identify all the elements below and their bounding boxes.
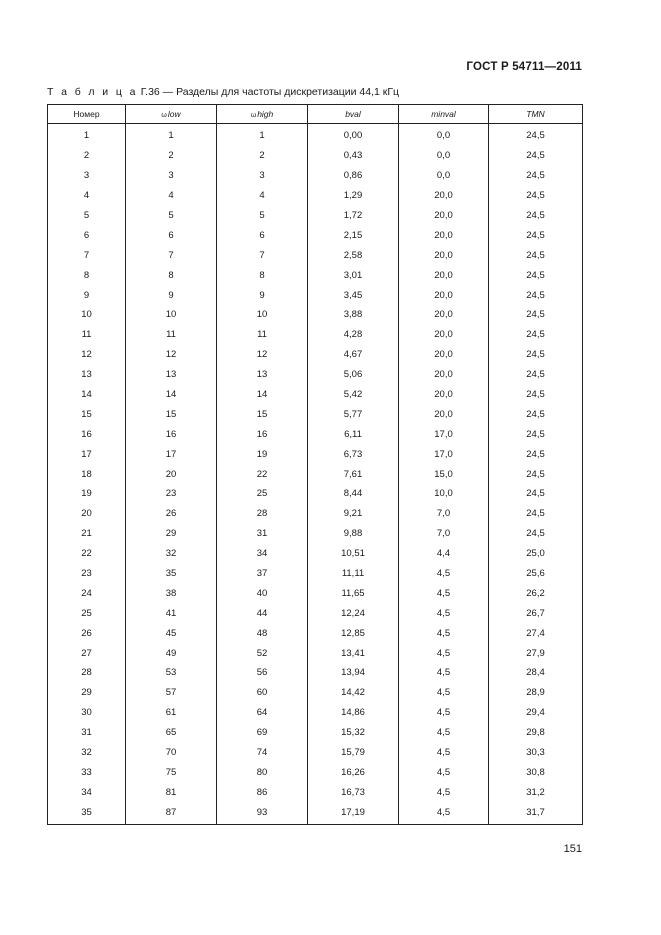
cell-omega-high: 4: [217, 186, 308, 206]
cell-omega-low: 7: [126, 245, 217, 265]
cell-omega-high: 16: [217, 424, 308, 444]
cell-omega-high: 48: [217, 623, 308, 643]
cell-omega-low: 11: [126, 325, 217, 345]
cell-tmn: 24,5: [489, 524, 583, 544]
cell-omega-low: 23: [126, 484, 217, 504]
cell-omega-low: 32: [126, 544, 217, 564]
cell-omega-low: 1: [126, 124, 217, 146]
cell-bval: 9,88: [308, 524, 399, 544]
cell-number: 12: [48, 345, 126, 365]
cell-tmn: 25,6: [489, 564, 583, 584]
column-header-omega-low: ωlow: [126, 105, 217, 124]
cell-number: 9: [48, 285, 126, 305]
cell-tmn: 24,5: [489, 124, 583, 146]
cell-omega-low: 81: [126, 782, 217, 802]
cell-omega-low: 15: [126, 404, 217, 424]
cell-minval: 20,0: [399, 186, 489, 206]
cell-bval: 4,28: [308, 325, 399, 345]
cell-omega-low: 2: [126, 146, 217, 166]
table-row: [48, 723, 583, 743]
cell-bval: 16,73: [308, 782, 399, 802]
cell-number: 30: [48, 703, 126, 723]
cell-tmn: 24,5: [489, 404, 583, 424]
table-row: [48, 305, 583, 325]
table-row: [48, 603, 583, 623]
cell-omega-high: 28: [217, 504, 308, 524]
cell-bval: 11,65: [308, 583, 399, 603]
cell-number: 33: [48, 763, 126, 783]
cell-minval: 4,5: [399, 723, 489, 743]
cell-number: 3: [48, 166, 126, 186]
cell-omega-high: 5: [217, 206, 308, 226]
table-row: [48, 683, 583, 703]
cell-bval: 13,94: [308, 663, 399, 683]
cell-number: 16: [48, 424, 126, 444]
cell-omega-low: 6: [126, 225, 217, 245]
table-row: [48, 146, 583, 166]
cell-omega-low: 65: [126, 723, 217, 743]
cell-bval: 3,01: [308, 265, 399, 285]
cell-tmn: 31,7: [489, 802, 583, 824]
cell-tmn: 24,5: [489, 325, 583, 345]
cell-minval: 20,0: [399, 285, 489, 305]
cell-bval: 11,11: [308, 564, 399, 584]
cell-bval: 1,29: [308, 186, 399, 206]
cell-number: 2: [48, 146, 126, 166]
cell-minval: 4,5: [399, 583, 489, 603]
table-caption-text: Г.36 — Разделы для частоты дискретизации 44,1 кГц: [137, 86, 400, 98]
cell-minval: 20,0: [399, 245, 489, 265]
cell-tmn: 24,5: [489, 305, 583, 325]
cell-bval: 13,41: [308, 643, 399, 663]
cell-minval: 20,0: [399, 305, 489, 325]
cell-tmn: 24,5: [489, 444, 583, 464]
table-row: [48, 782, 583, 802]
cell-tmn: 24,5: [489, 245, 583, 265]
cell-bval: 5,06: [308, 365, 399, 385]
cell-omega-high: 8: [217, 265, 308, 285]
cell-number: 13: [48, 365, 126, 385]
cell-minval: 0,0: [399, 124, 489, 146]
cell-omega-high: 52: [217, 643, 308, 663]
cell-number: 8: [48, 265, 126, 285]
cell-omega-high: 9: [217, 285, 308, 305]
table-body: [48, 124, 583, 825]
table-row: [48, 663, 583, 683]
cell-tmn: 29,8: [489, 723, 583, 743]
cell-minval: 20,0: [399, 206, 489, 226]
cell-number: 26: [48, 623, 126, 643]
cell-omega-low: 45: [126, 623, 217, 643]
cell-bval: 10,51: [308, 544, 399, 564]
column-header-bval: bval: [308, 105, 399, 124]
cell-omega-low: 5: [126, 206, 217, 226]
cell-omega-high: 15: [217, 404, 308, 424]
column-header-omega-high: ωhigh: [217, 105, 308, 124]
cell-tmn: 24,5: [489, 166, 583, 186]
cell-tmn: 27,9: [489, 643, 583, 663]
cell-omega-low: 75: [126, 763, 217, 783]
cell-omega-high: 44: [217, 603, 308, 623]
table-row: [48, 345, 583, 365]
cell-tmn: 24,5: [489, 424, 583, 444]
cell-bval: 6,73: [308, 444, 399, 464]
cell-bval: 2,58: [308, 245, 399, 265]
cell-omega-low: 35: [126, 564, 217, 584]
cell-omega-high: 40: [217, 583, 308, 603]
cell-omega-low: 17: [126, 444, 217, 464]
cell-number: 1: [48, 124, 126, 146]
cell-bval: 4,67: [308, 345, 399, 365]
cell-minval: 20,0: [399, 365, 489, 385]
cell-omega-low: 16: [126, 424, 217, 444]
cell-number: 34: [48, 782, 126, 802]
cell-minval: 0,0: [399, 146, 489, 166]
cell-omega-low: 57: [126, 683, 217, 703]
cell-omega-low: 38: [126, 583, 217, 603]
table-row: [48, 623, 583, 643]
cell-bval: 0,43: [308, 146, 399, 166]
cell-omega-low: 8: [126, 265, 217, 285]
cell-omega-low: 87: [126, 802, 217, 824]
cell-omega-high: 2: [217, 146, 308, 166]
table-row: [48, 444, 583, 464]
cell-omega-high: 64: [217, 703, 308, 723]
table-row: [48, 245, 583, 265]
cell-tmn: 28,4: [489, 663, 583, 683]
cell-bval: 0,86: [308, 166, 399, 186]
cell-omega-high: 19: [217, 444, 308, 464]
cell-tmn: 24,5: [489, 484, 583, 504]
cell-omega-low: 20: [126, 464, 217, 484]
table-row: [48, 743, 583, 763]
cell-omega-high: 74: [217, 743, 308, 763]
cell-omega-high: 6: [217, 225, 308, 245]
cell-omega-high: 25: [217, 484, 308, 504]
cell-bval: 14,42: [308, 683, 399, 703]
document-standard-header: ГОСТ Р 54711—2011: [466, 61, 582, 73]
cell-omega-high: 93: [217, 802, 308, 824]
cell-omega-low: 12: [126, 345, 217, 365]
cell-omega-low: 10: [126, 305, 217, 325]
table-row: [48, 763, 583, 783]
cell-minval: 4,5: [399, 603, 489, 623]
cell-number: 15: [48, 404, 126, 424]
table-row: [48, 385, 583, 405]
table-row: [48, 225, 583, 245]
cell-number: 18: [48, 464, 126, 484]
cell-minval: 4,5: [399, 683, 489, 703]
table-row: [48, 802, 583, 824]
cell-minval: 4,5: [399, 763, 489, 783]
cell-minval: 7,0: [399, 524, 489, 544]
cell-omega-high: 10: [217, 305, 308, 325]
cell-number: 5: [48, 206, 126, 226]
cell-number: 32: [48, 743, 126, 763]
cell-omega-low: 41: [126, 603, 217, 623]
cell-number: 20: [48, 504, 126, 524]
cell-minval: 4,5: [399, 782, 489, 802]
table-row: [48, 365, 583, 385]
cell-omega-high: 60: [217, 683, 308, 703]
cell-bval: 3,88: [308, 305, 399, 325]
cell-tmn: 24,5: [489, 345, 583, 365]
cell-bval: 14,86: [308, 703, 399, 723]
table-row: [48, 583, 583, 603]
cell-tmn: 24,5: [489, 285, 583, 305]
table-caption-prefix: Т а б л и ц а: [47, 86, 138, 98]
cell-tmn: 25,0: [489, 544, 583, 564]
cell-bval: 9,21: [308, 504, 399, 524]
table-row: [48, 166, 583, 186]
cell-minval: 7,0: [399, 504, 489, 524]
cell-omega-high: 69: [217, 723, 308, 743]
cell-number: 4: [48, 186, 126, 206]
cell-omega-high: 1: [217, 124, 308, 146]
cell-tmn: 28,9: [489, 683, 583, 703]
cell-bval: 0,00: [308, 124, 399, 146]
cell-omega-high: 22: [217, 464, 308, 484]
table-row: [48, 564, 583, 584]
table-row: [48, 703, 583, 723]
cell-tmn: 24,5: [489, 464, 583, 484]
cell-tmn: 24,5: [489, 225, 583, 245]
cell-omega-low: 29: [126, 524, 217, 544]
cell-omega-low: 61: [126, 703, 217, 723]
cell-omega-low: 14: [126, 385, 217, 405]
cell-number: 28: [48, 663, 126, 683]
table-row: [48, 643, 583, 663]
cell-bval: 15,79: [308, 743, 399, 763]
table-row: [48, 424, 583, 444]
cell-tmn: 29,4: [489, 703, 583, 723]
cell-bval: 2,15: [308, 225, 399, 245]
cell-omega-high: 12: [217, 345, 308, 365]
cell-number: 27: [48, 643, 126, 663]
cell-minval: 4,5: [399, 663, 489, 683]
cell-minval: 20,0: [399, 265, 489, 285]
cell-omega-high: 37: [217, 564, 308, 584]
cell-bval: 5,77: [308, 404, 399, 424]
cell-omega-high: 11: [217, 325, 308, 345]
cell-tmn: 30,8: [489, 763, 583, 783]
cell-minval: 20,0: [399, 325, 489, 345]
cell-number: 11: [48, 325, 126, 345]
cell-number: 25: [48, 603, 126, 623]
cell-minval: 15,0: [399, 464, 489, 484]
cell-tmn: 31,2: [489, 782, 583, 802]
cell-omega-high: 80: [217, 763, 308, 783]
table-row: [48, 206, 583, 226]
omega-symbol: ω: [161, 112, 167, 119]
table-row: [48, 285, 583, 305]
cell-number: 6: [48, 225, 126, 245]
cell-bval: 5,42: [308, 385, 399, 405]
column-header-minval: minval: [399, 105, 489, 124]
table-row: [48, 186, 583, 206]
cell-bval: 15,32: [308, 723, 399, 743]
cell-minval: 20,0: [399, 404, 489, 424]
table-row: [48, 524, 583, 544]
cell-omega-high: 31: [217, 524, 308, 544]
cell-omega-low: 26: [126, 504, 217, 524]
cell-bval: 8,44: [308, 484, 399, 504]
cell-number: 23: [48, 564, 126, 584]
cell-minval: 4,5: [399, 623, 489, 643]
cell-number: 19: [48, 484, 126, 504]
omega-symbol: ω: [250, 112, 257, 119]
cell-omega-high: 34: [217, 544, 308, 564]
cell-number: 10: [48, 305, 126, 325]
cell-minval: 4,5: [399, 643, 489, 663]
table-row: [48, 464, 583, 484]
cell-bval: 7,61: [308, 464, 399, 484]
cell-omega-low: 53: [126, 663, 217, 683]
table-row: [48, 265, 583, 285]
cell-bval: 12,24: [308, 603, 399, 623]
cell-omega-high: 13: [217, 365, 308, 385]
cell-minval: 17,0: [399, 444, 489, 464]
table-row: [48, 404, 583, 424]
cell-omega-high: 56: [217, 663, 308, 683]
cell-omega-high: 14: [217, 385, 308, 405]
cell-tmn: 26,2: [489, 583, 583, 603]
cell-number: 21: [48, 524, 126, 544]
cell-minval: 4,5: [399, 802, 489, 824]
cell-tmn: 24,5: [489, 365, 583, 385]
table-header-row: [48, 105, 583, 124]
table-row: [48, 544, 583, 564]
cell-number: 7: [48, 245, 126, 265]
cell-omega-low: 70: [126, 743, 217, 763]
cell-tmn: 27,4: [489, 623, 583, 643]
cell-minval: 4,5: [399, 743, 489, 763]
cell-bval: 16,26: [308, 763, 399, 783]
page-number: 151: [563, 843, 582, 855]
cell-tmn: 24,5: [489, 265, 583, 285]
table-caption: [47, 86, 399, 98]
cell-bval: 17,19: [308, 802, 399, 824]
table-row: [48, 504, 583, 524]
cell-omega-low: 49: [126, 643, 217, 663]
cell-tmn: 24,5: [489, 186, 583, 206]
cell-tmn: 26,7: [489, 603, 583, 623]
cell-minval: 17,0: [399, 424, 489, 444]
cell-omega-high: 3: [217, 166, 308, 186]
cell-omega-low: 9: [126, 285, 217, 305]
table-row: [48, 124, 583, 146]
cell-bval: 3,45: [308, 285, 399, 305]
cell-omega-low: 4: [126, 186, 217, 206]
cell-minval: 10,0: [399, 484, 489, 504]
cell-omega-low: 13: [126, 365, 217, 385]
cell-number: 29: [48, 683, 126, 703]
table-row: [48, 484, 583, 504]
cell-omega-low: 3: [126, 166, 217, 186]
cell-number: 22: [48, 544, 126, 564]
cell-tmn: 24,5: [489, 385, 583, 405]
cell-minval: 20,0: [399, 345, 489, 365]
cell-number: 24: [48, 583, 126, 603]
cell-bval: 1,72: [308, 206, 399, 226]
cell-tmn: 24,5: [489, 206, 583, 226]
cell-minval: 0,0: [399, 166, 489, 186]
cell-bval: 12,85: [308, 623, 399, 643]
cell-tmn: 24,5: [489, 146, 583, 166]
cell-minval: 4,5: [399, 703, 489, 723]
cell-tmn: 24,5: [489, 504, 583, 524]
table-row: [48, 325, 583, 345]
cell-minval: 4,5: [399, 564, 489, 584]
cell-number: 17: [48, 444, 126, 464]
cell-minval: 20,0: [399, 385, 489, 405]
cell-number: 35: [48, 802, 126, 824]
column-header-tmn: TMN: [489, 105, 583, 124]
cell-omega-high: 7: [217, 245, 308, 265]
cell-minval: 4,4: [399, 544, 489, 564]
cell-bval: 6,11: [308, 424, 399, 444]
cell-minval: 20,0: [399, 225, 489, 245]
column-header-number: Номер: [48, 105, 126, 124]
cell-tmn: 30,3: [489, 743, 583, 763]
cell-number: 14: [48, 385, 126, 405]
cell-number: 31: [48, 723, 126, 743]
cell-omega-high: 86: [217, 782, 308, 802]
bands-table: [47, 104, 583, 825]
